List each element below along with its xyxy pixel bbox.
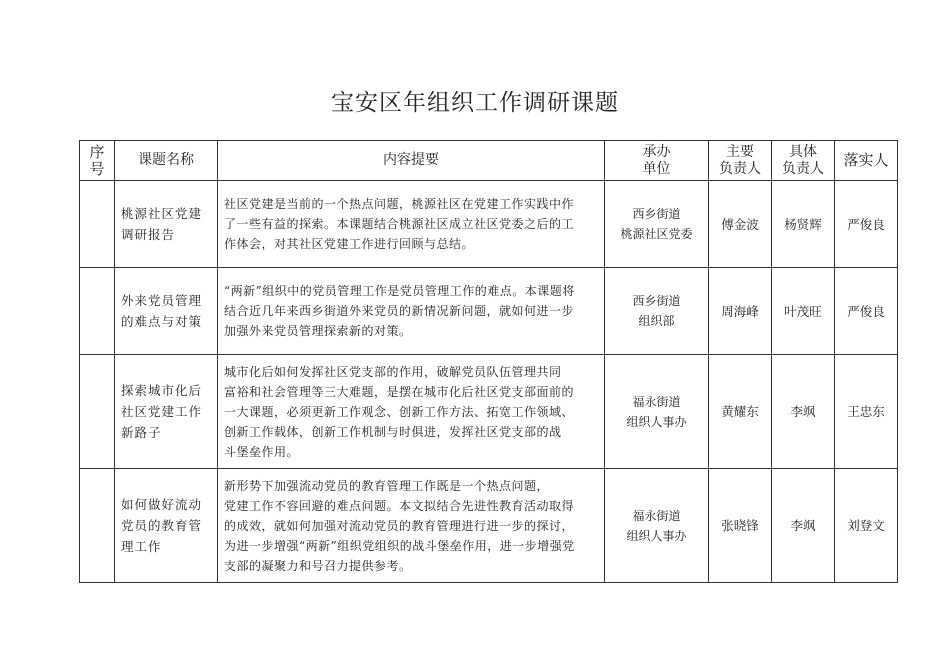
cell-seq [80,181,115,268]
cell-org [605,268,709,355]
table-row [80,469,898,583]
content-line: 加强外来党员管理探索新的对策。 [224,324,412,338]
cell-spec: 叶茂旺 [772,268,835,355]
org-line: 组织部 [638,314,675,328]
content-line: 社区党建是当前的一个热点问题，桃源社区在党建工作实践中作 [224,197,575,211]
header-impl: 落实人 [835,141,898,181]
cell-spec: 李飒 [772,355,835,469]
cell-org [605,355,709,469]
cell-spec: 李飒 [772,469,835,583]
topic-line: 外来党员管理 [121,293,203,308]
cell-content [218,181,605,268]
cell-seq [80,268,115,355]
header-lead-line: 负责人 [719,160,761,177]
cell-org [605,469,709,583]
content-line: 一大课题，必须更新工作观念、创新工作方法、拓宽工作领域、 [224,404,575,419]
topic-line: 如何做好流动 [121,497,203,512]
cell-lead: 黄耀东 [709,355,772,469]
content-line: 了一些有益的探索。本课题结合桃源社区成立社区党委之后的工 [224,217,575,231]
content-line: 的成效，就如何加强对流动党员的教育管理进行进一步的探讨， [224,518,575,533]
topic-line: 的难点与对策 [121,314,203,329]
cell-seq [80,355,115,469]
content-line: 结合近几年来西乡街道外来党员的新情况新问题，就如何进一步 [224,304,575,318]
table-row [80,268,898,355]
org-line: 组织人事办 [626,528,687,543]
header-seq [80,141,115,181]
cell-topic [115,469,218,583]
header-org-line: 单位 [642,160,671,177]
content-line: “两新”组织中的党员管理工作是党员管理工作的难点。本课题将 [224,284,575,298]
org-line: 桃源社区党委 [620,227,693,241]
header-spec-line: 具体 [789,143,817,160]
content-line: 党建工作不容回避的难点问题。本文拟结合先进性教育活动取得 [224,498,575,513]
header-spec-line: 负责人 [782,160,824,177]
header-topic: 课题名称 [115,141,218,181]
topic-line: 理工作 [121,539,162,554]
org-line: 组织人事办 [626,414,687,429]
topic-line: 党员的教育管 [121,518,203,533]
cell-content [218,355,605,469]
header-seq-line: 序 [89,142,105,161]
header-content: 内容提要 [218,141,605,181]
research-topics-table [79,140,898,583]
cell-topic [115,181,218,268]
content-line: 斗堡垒作用。 [224,444,300,459]
table-row [80,355,898,469]
org-line: 西乡街道 [632,207,681,221]
header-seq-line: 号 [89,159,105,178]
table-row [80,181,898,268]
content-line: 为进一步增强“两新”组织党组织的战斗堡垒作用，进一步增强党 [224,538,575,553]
cell-content [218,268,605,355]
cell-impl: 王忠东 [835,355,898,469]
header-spec [772,141,835,181]
page-title: 宝安区年组织工作调研课题 [331,90,619,116]
topic-line: 探索城市化后 [121,383,203,398]
header-lead [709,141,772,181]
org-line: 西乡街道 [632,294,681,308]
cell-impl: 严俊良 [835,268,898,355]
cell-org [605,181,709,268]
cell-lead: 傅金波 [709,181,772,268]
content-line: 城市化后如何发挥社区党支部的作用，破解党员队伍管理共同 [224,364,562,379]
topic-line: 新路子 [121,425,162,440]
cell-topic [115,355,218,469]
content-line: 作体会，对其社区党建工作进行回顾与总结。 [224,237,475,251]
cell-impl: 刘登文 [835,469,898,583]
content-line: 创新工作载体，创新工作机制与时俱进，发挥社区党支部的战 [224,424,562,439]
topic-line: 调研报告 [121,227,176,242]
org-line: 福永街道 [632,508,681,523]
content-line: 支部的凝聚力和号召力提供参考。 [224,558,412,573]
cell-lead: 张晓锋 [709,469,772,583]
header-org [605,141,709,181]
content-line: 新形势下加强流动党员的教育管理工作既是一个热点问题， [224,478,550,493]
cell-seq [80,469,115,583]
header-lead-line: 主要 [726,143,754,160]
org-line: 福永街道 [632,394,681,409]
cell-spec: 杨贤辉 [772,181,835,268]
content-line: 富裕和社会管理等三大难题，是摆在城市化后社区党支部面前的 [224,384,575,399]
cell-content [218,469,605,583]
table-header-row [80,141,898,181]
cell-lead: 周海峰 [709,268,772,355]
topic-line: 社区党建工作 [121,404,203,419]
header-org-line: 承办 [642,143,671,160]
cell-topic [115,268,218,355]
topic-line: 桃源社区党建 [121,206,203,221]
cell-impl: 严俊良 [835,181,898,268]
